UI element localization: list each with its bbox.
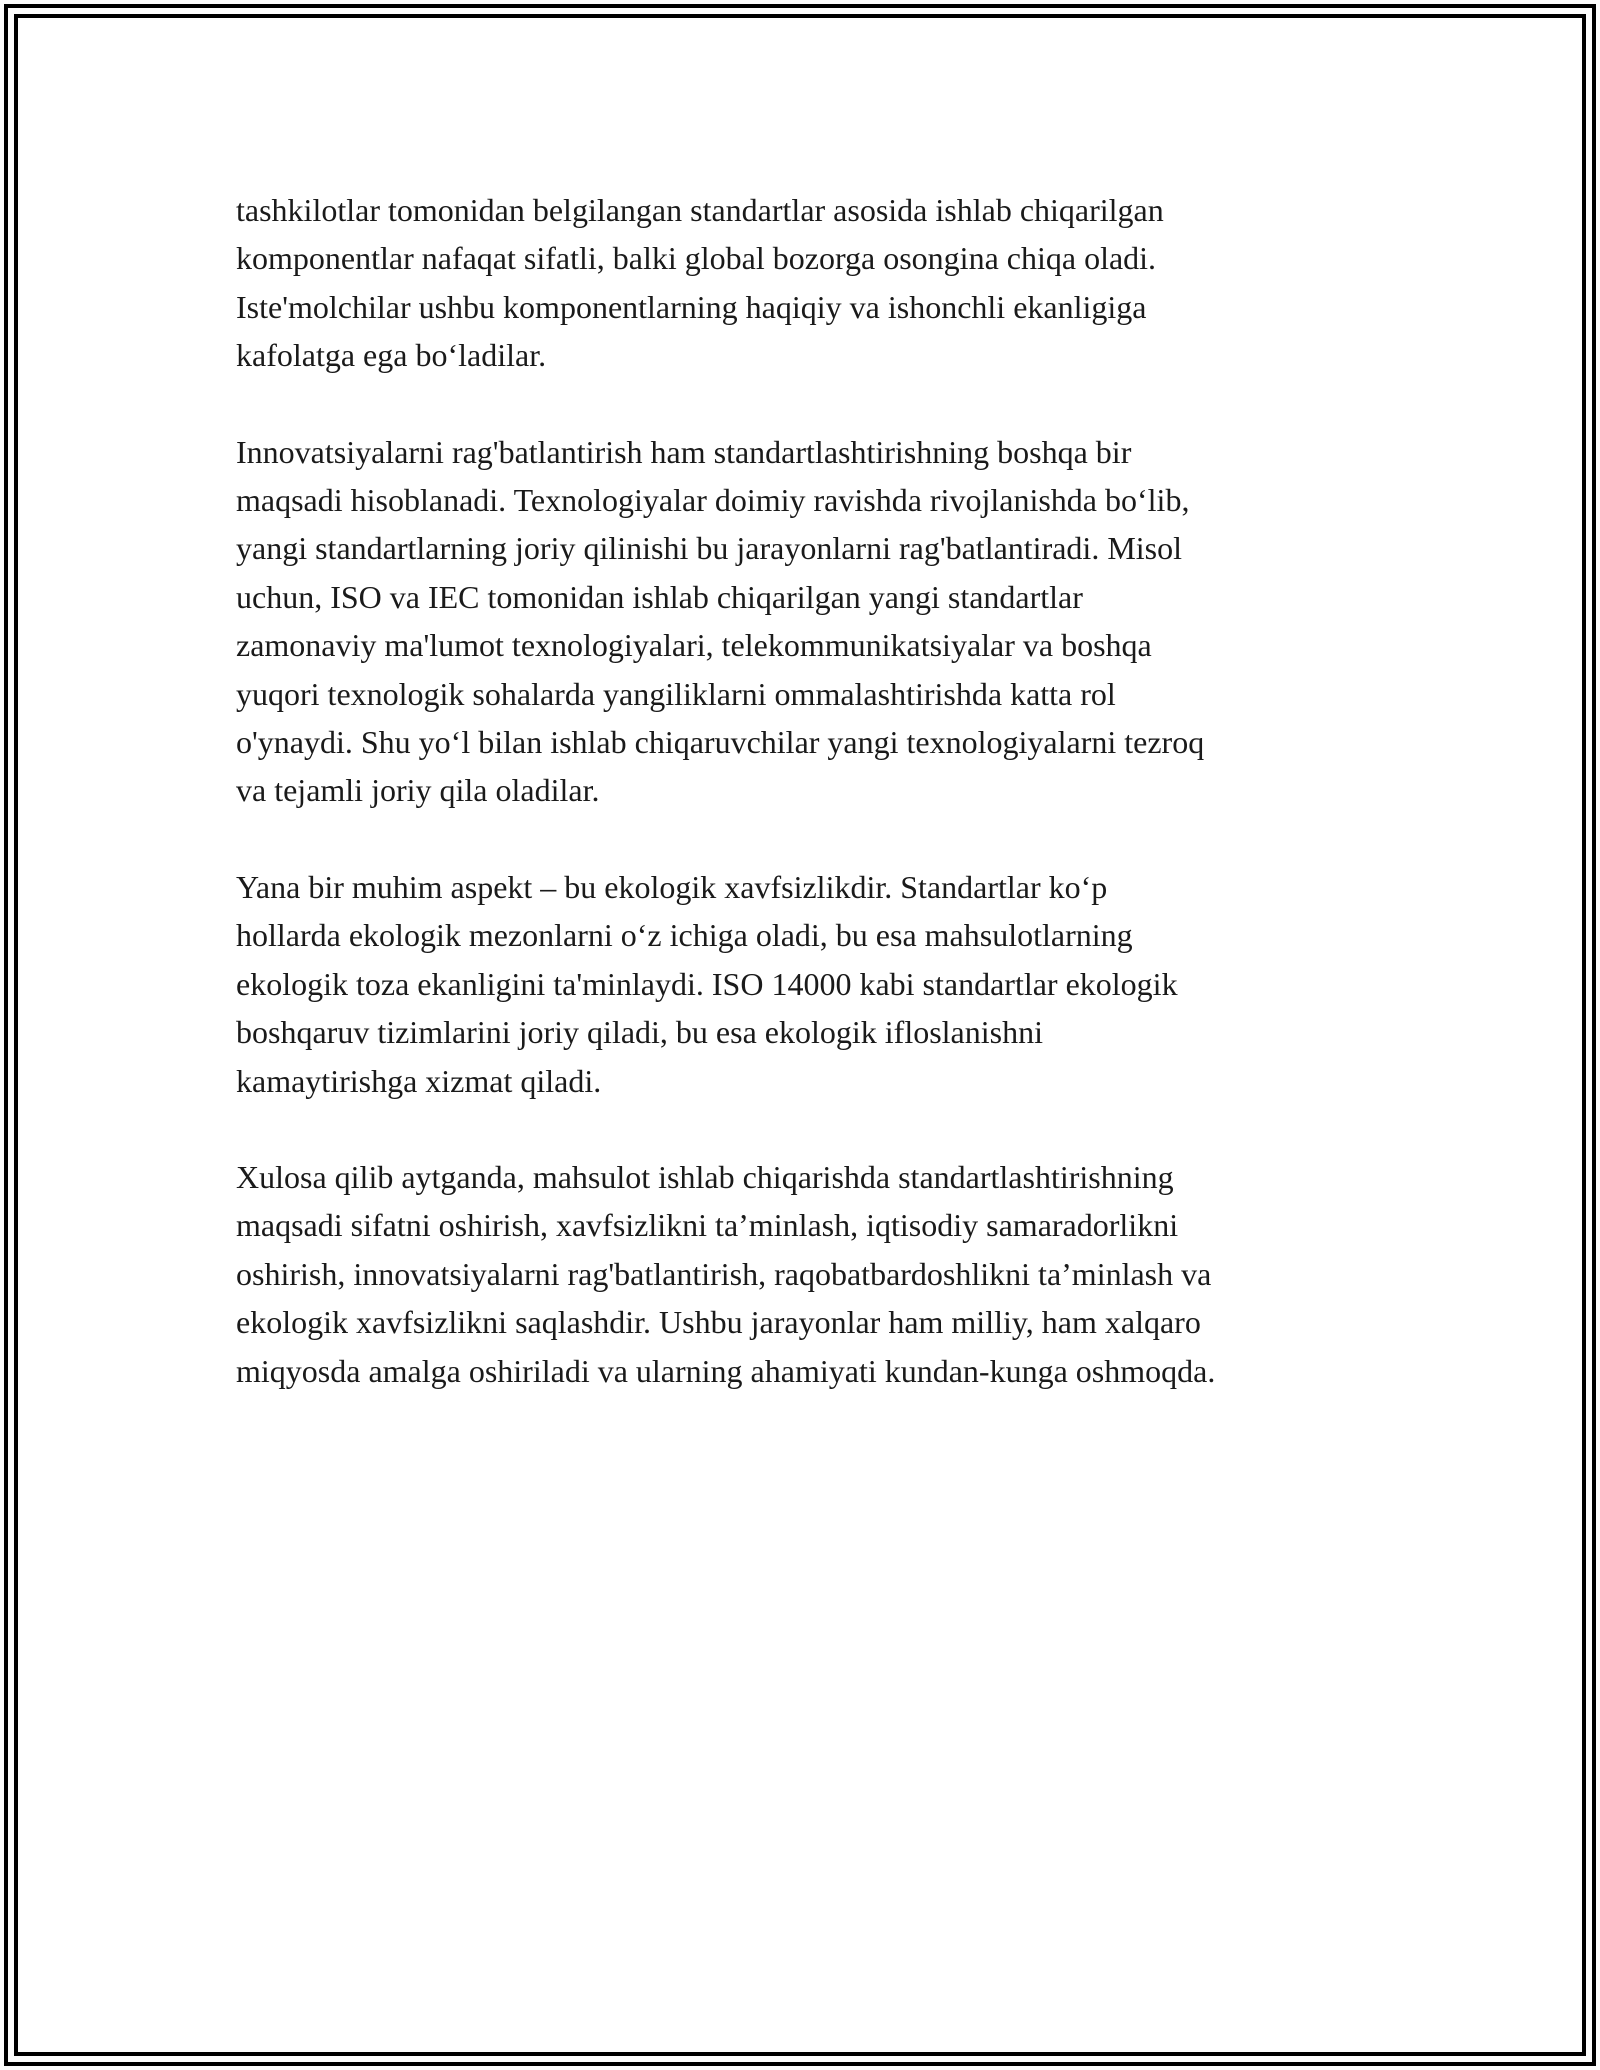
text-line: oshirish, innovatsiyalarni rag'batlantirish, raqobatbardoshlikni ta’minlash va bbox=[236, 1255, 1212, 1292]
text-line: kamaytirishga xizmat qiladi. bbox=[236, 1062, 602, 1099]
text-line: yuqori texnologik sohalarda yangiliklarni ommalashtirishda katta rol bbox=[236, 675, 1116, 712]
paragraph-components bbox=[236, 186, 1366, 380]
paragraph-ecology bbox=[236, 863, 1366, 1105]
text-line: zamonaviy ma'lumot texnologiyalari, telekommunikatsiyalar va boshqa bbox=[236, 627, 1152, 664]
page-content bbox=[236, 186, 1366, 1443]
text-line: komponentlar nafaqat sifatli, balki global bozorga osongina chiqa oladi. bbox=[236, 240, 1157, 277]
text-line: boshqaruv tizimlarini joriy qiladi, bu esa ekologik ifloslanishni bbox=[236, 1014, 1043, 1051]
text-line: Yana bir muhim aspekt – bu ekologik xavfsizlikdir. Standartlar ko‘p bbox=[236, 868, 1108, 905]
text-line: o'ynaydi. Shu yo‘l bilan ishlab chiqaruvchilar yangi texnologiyalarni tezroq bbox=[236, 724, 1205, 761]
text-line: maqsadi hisoblanadi. Texnologiyalar doimiy ravishda rivojlanishda bo‘lib, bbox=[236, 482, 1190, 519]
text-line: tashkilotlar tomonidan belgilangan standartlar asosida ishlab chiqarilgan bbox=[236, 192, 1164, 228]
paragraph-conclusion bbox=[236, 1153, 1366, 1395]
text-line: va tejamli joriy qila oladilar. bbox=[236, 772, 600, 809]
paragraph-innovation bbox=[236, 428, 1366, 815]
text-line: ekologik toza ekanligini ta'minlaydi. ISO 14000 kabi standartlar ekologik bbox=[236, 965, 1178, 1002]
text-line: uchun, ISO va IEC tomonidan ishlab chiqarilgan yangi standartlar bbox=[236, 578, 1083, 615]
text-line: ekologik xavfsizlikni saqlashdir. Ushbu jarayonlar ham milliy, ham xalqaro bbox=[236, 1304, 1201, 1341]
text-line: Iste'molchilar ushbu komponentlarning haqiqiy va ishonchli ekanligiga bbox=[236, 288, 1147, 325]
text-line: maqsadi sifatni oshirish, xavfsizlikni ta’minlash, iqtisodiy samaradorlikni bbox=[236, 1207, 1179, 1244]
text-line: miqyosda amalga oshiriladi va ularning ahamiyati kundan-kunga oshmoqda. bbox=[236, 1352, 1216, 1389]
text-line: Innovatsiyalarni rag'batlantirish ham standartlashtirishning boshqa bir bbox=[236, 433, 1132, 470]
text-line: yangi standartlarning joriy qilinishi bu jarayonlarni rag'batlantiradi. Misol bbox=[236, 530, 1182, 567]
text-line: kafolatga ega bo‘ladilar. bbox=[236, 337, 547, 374]
text-line: hollarda ekologik mezonlarni o‘z ichiga oladi, bu esa mahsulotlarning bbox=[236, 917, 1133, 954]
text-line: Xulosa qilib aytganda, mahsulot ishlab chiqarishda standartlashtirishning bbox=[236, 1158, 1174, 1195]
